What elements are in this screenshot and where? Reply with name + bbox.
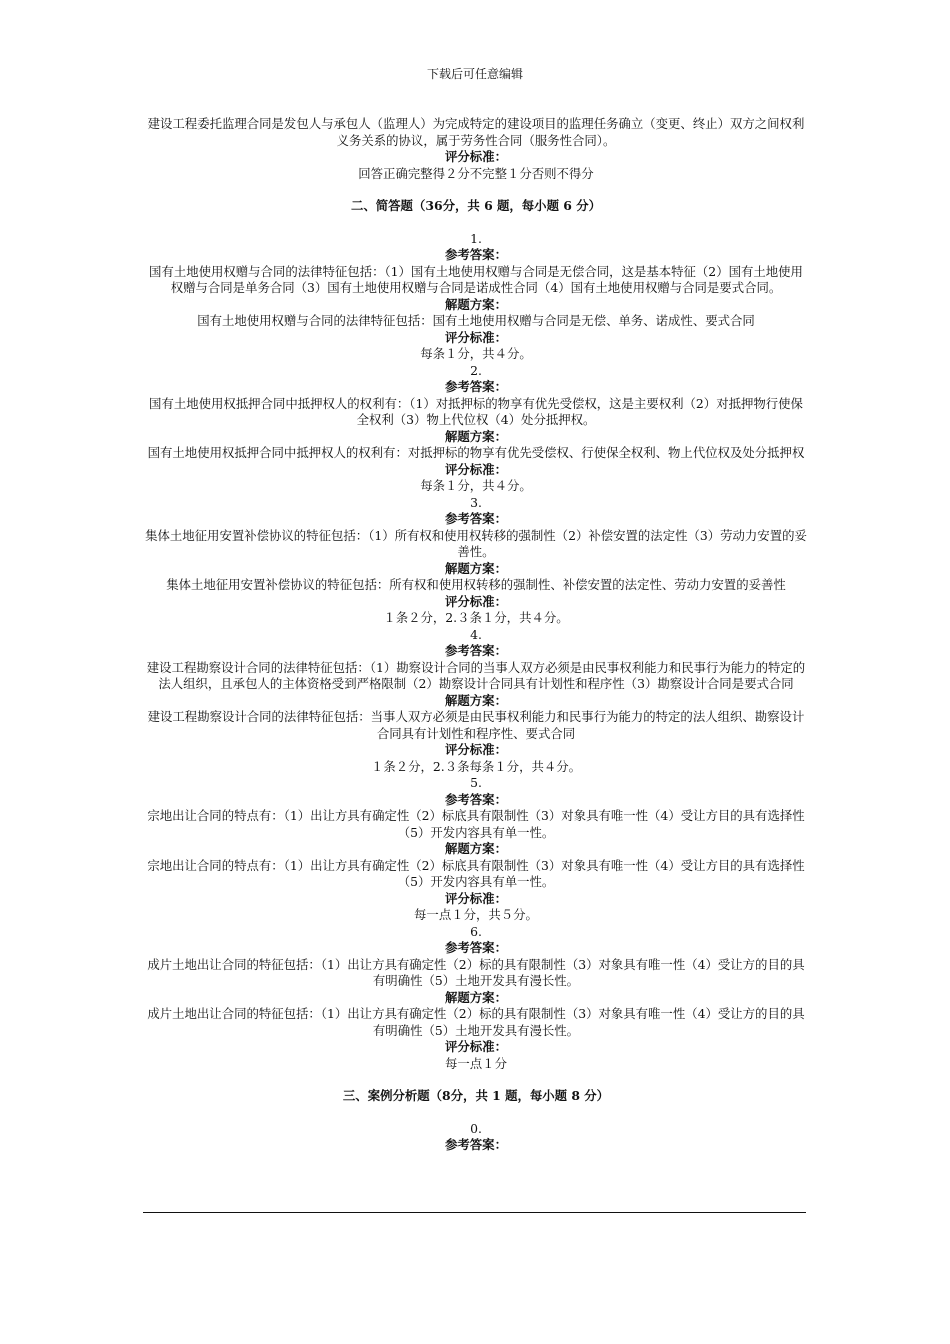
section-2-title: 二、简答题（36分，共 6 题，每小题 6 分） <box>351 198 601 213</box>
solution-label: 解题方案： <box>445 692 507 708</box>
grading-text: 每条１分，共４分。 <box>420 346 532 361</box>
grading-text: 每一点１分，共５分。 <box>414 907 538 922</box>
question-6 <box>145 924 807 1073</box>
grading-label: 评分标准： <box>445 1039 507 1054</box>
question-number: 0. <box>470 1120 482 1136</box>
question-number: 5. <box>470 775 482 790</box>
intro-grading: 回答正确完整得２分不完整１分否则不得分 <box>358 165 594 181</box>
solution-text: 成片土地出让合同的特征包括：（1）出让方具有确定性（2）标的具有限制性（3）对象具有唯一性（4）受让方的目的具有明确性（5）土地开发具有漫长性。 <box>147 1006 805 1038</box>
grading-label: 评分标准： <box>445 593 507 609</box>
section-3-title: 三、案例分析题（8分，共 1 题，每小题 8 分） <box>342 1088 610 1103</box>
question-3 <box>145 495 807 627</box>
question-number: 1. <box>470 230 482 246</box>
question-number: 6. <box>470 923 482 939</box>
answer-label: 参考答案： <box>445 247 507 262</box>
question-number: 4. <box>470 626 482 642</box>
intro-grading-label: 评分标准： <box>445 149 507 164</box>
grading-label: 评分标准： <box>445 329 507 345</box>
solution-text: 国有土地使用权赠与合同的法律特征包括：国有土地使用权赠与合同是无偿、单务、诺成性、要式合同 <box>197 313 755 328</box>
document-body <box>145 116 807 1154</box>
intro-text: 建设工程委托监理合同是发包人与承包人（监理人）为完成特定的建设项目的监理任务确立（变更、终止）双方之间权利义务关系的协议，属于劳务性合同（服务性合同）。 <box>147 116 805 148</box>
answer-text: 国有土地使用权赠与合同的法律特征包括：（1）国有土地使用权赠与合同是无偿合同，这是基本特征（2）国有土地使用权赠与合同是单务合同（3）国有土地使用权赠与合同是诺成性合同（4）国有土地使用权赠与合同是要式合同。 <box>149 263 803 295</box>
solution-label: 解题方案： <box>445 296 507 312</box>
question-number: 3. <box>470 494 482 510</box>
bottom-divider <box>143 1212 806 1213</box>
grading-text: １条２分，2.３条每条１分，共４分。 <box>370 758 582 774</box>
answer-label: 参考答案： <box>445 379 507 394</box>
answer-text: 建设工程勘察设计合同的法律特征包括：（1）勘察设计合同的当事人双方必须是由民事权利能力和民事行为能力的特定的法人组织，且承包人的主体资格受到严格限制（2）勘察设计合同具有计划性和程序性（3）勘察设计合同是要式合同 <box>146 659 806 691</box>
question-number: 2. <box>470 362 482 378</box>
answer-label: 参考答案： <box>445 791 507 807</box>
solution-label: 解题方案： <box>445 428 507 444</box>
question-5 <box>145 775 807 924</box>
question-1 <box>145 231 807 363</box>
solution-text: 宗地出让合同的特点有：（1）出让方具有确定性（2）标底具有限制性（3）对象具有唯一性（4）受让方目的具有选择性（5）开发内容具有单一性。 <box>147 857 805 889</box>
answer-text: 成片土地出让合同的特征包括：（1）出让方具有确定性（2）标的具有限制性（3）对象具有唯一性（4）受让方的目的具有明确性（5）土地开发具有漫长性。 <box>147 956 805 988</box>
grading-label: 评分标准： <box>445 890 507 906</box>
grading-text: 每条１分，共４分。 <box>420 478 532 493</box>
answer-text: 宗地出让合同的特点有：（1）出让方具有确定性（2）标底具有限制性（3）对象具有唯一性（4）受让方目的具有选择性（5）开发内容具有单一性。 <box>147 808 805 840</box>
grading-text: 每一点１分 <box>445 1055 507 1071</box>
answer-text: 集体土地征用安置补偿协议的特征包括：（1）所有权和使用权转移的强制性（2）补偿安置的法定性（3）劳动力安置的妥善性。 <box>145 527 807 559</box>
answer-label: 参考答案： <box>445 1137 507 1152</box>
answer-text: 国有土地使用权抵押合同中抵押权人的权利有：（1）对抵押标的物享有优先受偿权，这是主要权利（2）对抵押物行使保全权利（3）物上代位权（4）处分抵押权。 <box>149 395 803 427</box>
question-4 <box>145 627 807 776</box>
answer-label: 参考答案： <box>445 511 507 526</box>
grading-label: 评分标准： <box>445 742 507 757</box>
download-note: 下载后可任意编辑 <box>426 67 523 81</box>
solution-label: 解题方案： <box>445 841 507 856</box>
question-case <box>145 1121 807 1154</box>
answer-label: 参考答案： <box>445 940 507 955</box>
solution-text: 国有土地使用权抵押合同中抵押权人的权利有：对抵押标的物享有优先受偿权、行使保全权利、物上代位权及处分抵押权 <box>147 445 805 460</box>
solution-label: 解题方案： <box>445 560 507 576</box>
solution-text: 建设工程勘察设计合同的法律特征包括：当事人双方必须是由民事权利能力和民事行为能力的特定的法人组织、勘察设计合同具有计划性和程序性、要式合同 <box>147 709 805 741</box>
solution-label: 解题方案： <box>445 989 507 1005</box>
grading-label: 评分标准： <box>445 461 507 477</box>
answer-label: 参考答案： <box>445 643 507 658</box>
grading-text: １条２分，2.３条１分，共４分。 <box>383 610 569 625</box>
question-2 <box>145 363 807 495</box>
solution-text: 集体土地征用安置补偿协议的特征包括：所有权和使用权转移的强制性、补偿安置的法定性、劳动力安置的妥善性 <box>166 577 786 592</box>
